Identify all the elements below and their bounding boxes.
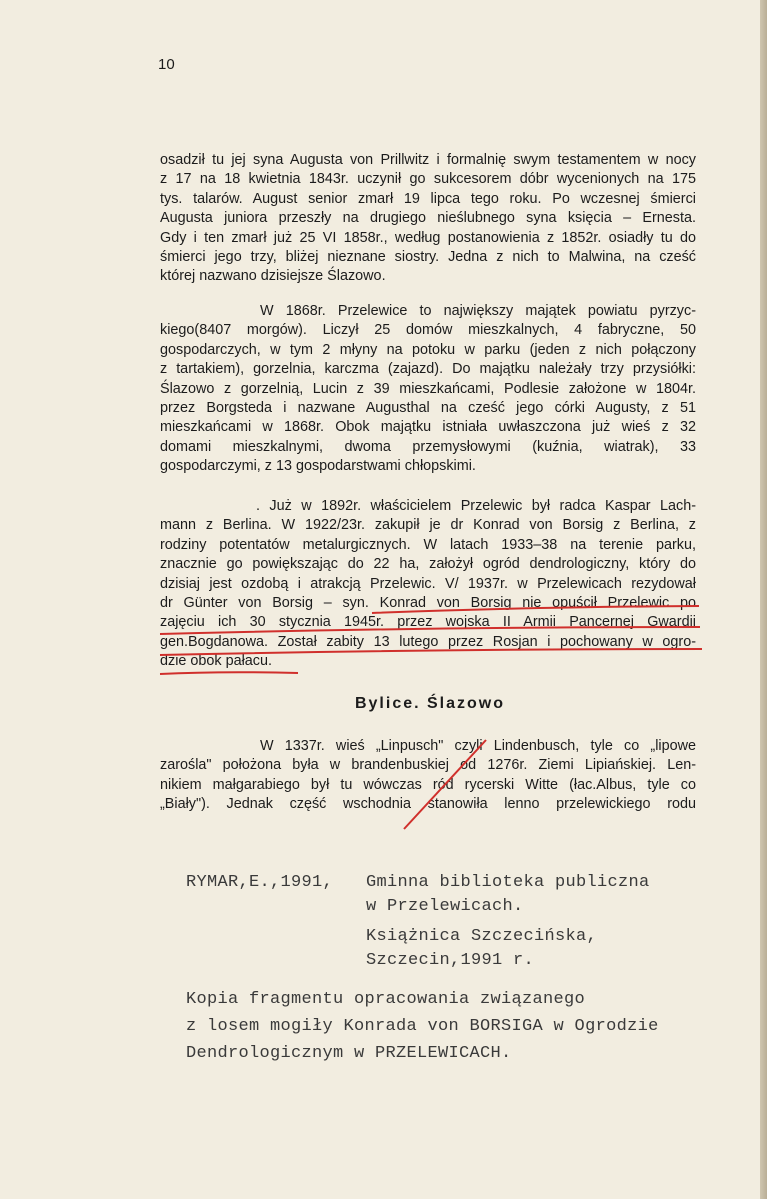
paragraph-line: W 1337r. wieś „Linpusch" czyli Lindenbusch, tyle co „lipowe <box>260 738 696 754</box>
paragraph-line: kiego(8407 morgów). Liczył 25 domów mieszkalnych, 4 fabryczne, 50 <box>160 322 696 339</box>
paragraph-line: z 17 na 18 kwietnia 1843r. uczynił go sukcesorem dóbr wycenionych na 175 <box>160 171 696 188</box>
typed-note-line: Dendrologicznym w PRZELEWICACH. <box>186 1044 512 1063</box>
paragraph-line: dzie obok pałacu. <box>160 653 273 670</box>
page-number: 10 <box>158 56 175 73</box>
paragraph-line: W 1868r. Przelewice to największy majątek powiatu pyrzyc- <box>260 303 696 319</box>
typed-citation-line: Książnica Szczecińska, <box>366 927 598 946</box>
paragraph-line: „Biały"). Jednak część wschodnia stanowiła lenno przelewickiego rodu <box>160 796 696 813</box>
typed-citation-line: Szczecin,1991 r. <box>366 951 535 970</box>
section-heading: Bylice. Ślazowo <box>354 695 506 712</box>
paragraph-line: dzisiaj jest ozdobą i atrakcją Przelewic. V/ 1937r. w Przelewicach rezydował <box>160 575 696 592</box>
paragraph-line: gen.Bogdanowa. Został zabity 13 lutego przez Rosjan i pochowany w ogro- <box>160 633 696 650</box>
paragraph-line: mann z Berlina. W 1922/23r. zakupił je dr Konrad von Borsig z Berlina, z <box>160 517 696 534</box>
typed-note-line: z losem mogiły Konrada von BORSIGA w Ogrodzie <box>186 1017 659 1036</box>
paragraph-line: Ślazowo z gorzelnią, Lucin z 39 mieszkańcami, Podlesie założone w 1804r. <box>160 380 696 397</box>
paragraph-line: rodziny potentatów metalurgicznych. W latach 1933–38 na terenie parku, <box>160 536 696 553</box>
typed-citation-line: w Przelewicach. <box>366 897 524 916</box>
page-edge <box>760 0 767 1199</box>
paragraph-4 <box>160 737 696 815</box>
typed-citation-place: Gminna biblioteka publiczna <box>366 873 650 892</box>
paragraph-line: osadził tu jej syna Augusta von Prillwitz i formalnię swym testamentem w nocy <box>160 152 696 168</box>
paragraph-line: gospodarczych, w tym 2 młyny na potoku w parku (jeden z nich połączony <box>160 341 696 358</box>
paragraph-line: zarośla" położona była w brandenbuskiej od 1276r. Ziemi Lipiańskiej. Len- <box>160 757 696 774</box>
paragraph-3 <box>160 497 696 672</box>
paragraph-2 <box>160 302 696 477</box>
paragraph-line: zajęciu ich 30 stycznia 1945r. przez wojska II Armii Pancernej Gwardii <box>160 614 696 631</box>
paragraph-1 <box>160 151 696 287</box>
paragraph-line: domami mieszkalnymi, dwoma przemysłowymi (kuźnia, wiatrak), 33 <box>160 438 696 455</box>
paragraph-line: przez Borgsteda i nazwane Augusthal na cześć jego córki Augusty, z 51 <box>160 400 696 417</box>
paragraph-line: nikiem małgarabiego był tu wówczas ród rycerski Witte (łac.Albus, tyle co <box>160 776 696 793</box>
paragraph-line: z tartakiem), gorzelnia, karczma (zajazd). Do majątku należały trzy przysiółki: <box>160 361 696 378</box>
paragraph-line: której nazwano dzisiejsze Ślazowo. <box>160 268 386 285</box>
paragraph-line: Gdy i ten zmarł już 25 VI 1858r., według postanowienia z 1852r. osiadły tu do <box>160 229 696 246</box>
paragraph-line: gospodarczymi, z 13 gospodarstwami chłopskimi. <box>160 458 476 475</box>
paragraph-line: mieszkańcami w 1868r. Obok majątku istniała uwłaszczona już wieś z 32 <box>160 419 696 436</box>
paragraph-line: . Już w 1892r. właścicielem Przelewic był radca Kaspar Lach- <box>256 498 696 514</box>
typed-citation-author: RYMAR,E.,1991, <box>186 873 334 892</box>
paragraph-line: tys. talarów. August senior zmarł 19 lipca tego roku. Po wczesnej śmierci <box>160 190 696 207</box>
paragraph-line: znacznie go powiększając do 22 ha, założył ogród dendrologiczny, który do <box>160 556 696 573</box>
typed-note-line: Kopia fragmentu opracowania związanego <box>186 990 586 1009</box>
paragraph-line: dr Günter von Borsig – syn. Konrad von Borsig nie opuścił Przelewic po <box>160 595 696 612</box>
paragraph-line: Augusta juniora przeszły na drugiego nieślubnego syna księcia – Ernesta. <box>160 210 696 227</box>
paragraph-line: śmierci jego trzy, bliżej nieznane siostry. Jedna z nich to Malwina, na cześć <box>160 249 696 266</box>
